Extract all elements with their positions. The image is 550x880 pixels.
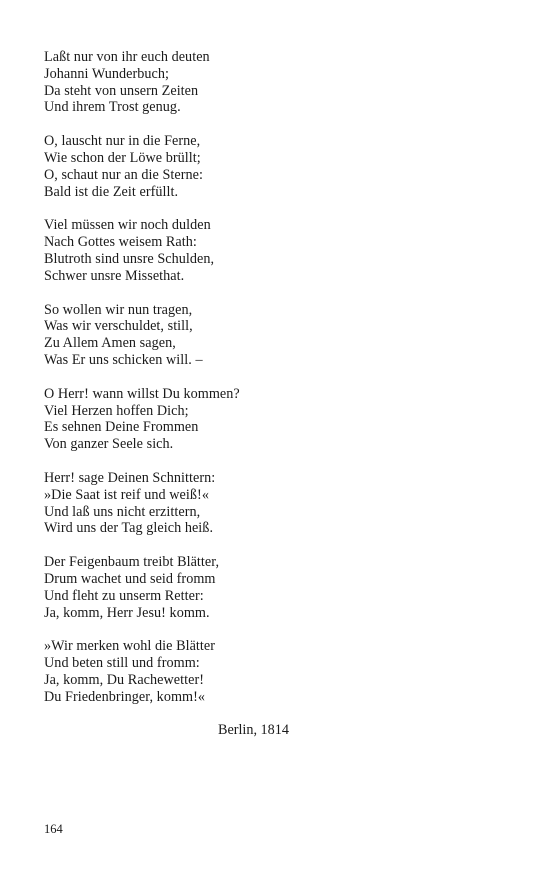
poem-line: Nach Gottes weisem Rath: [44,234,197,251]
poem-line: Blutroth sind unsre Schulden, [44,250,215,267]
poem-line: Wird uns der Tag gleich heiß. [44,520,214,537]
poem-line: Und ihrem Trost genug. [44,99,181,116]
poem-line: Und laß uns nicht erzittern, [44,503,201,520]
poem-line: Bald ist die Zeit erfüllt. [44,183,179,200]
poem-line: Schwer unsre Missethat. [44,267,185,284]
stanza-5 [44,386,504,453]
poem-line: Ja, komm, Du Rachewetter! [44,671,205,688]
stanza-8 [44,638,504,705]
poem-line: Was Er uns schicken will. – [44,351,203,368]
poem-line: Du Friedenbringer, komm!« [44,688,206,705]
poem-line: »Die Saat ist reif und weiß!« [44,486,209,503]
poem-line: Johanni Wunderbuch; [44,65,170,82]
stanza-1 [44,49,504,116]
stanza-7 [44,554,504,621]
poem-line: Viel Herzen hoffen Dich; [44,402,189,419]
stanza-4 [44,302,504,369]
poem-line: Laßt nur von ihr euch deuten [44,49,210,65]
stanza-3 [44,217,504,284]
poem-line: Zu Allem Amen sagen, [44,335,176,352]
poem-line: Der Feigenbaum treibt Blätter, [44,554,220,571]
poem-body [44,49,504,723]
poem-line: Und fleht zu unserm Retter: [44,587,204,604]
poem-line: Von ganzer Seele sich. [44,436,174,453]
poem-line: Es sehnen Deine Frommen [44,419,199,436]
poem-line: Was wir verschuldet, still, [44,318,193,335]
poem-line: Viel müssen wir noch dulden [44,217,211,234]
poem-line: Drum wachet und seid fromm [44,570,216,587]
poem-signature: Berlin, 1814 [218,722,289,738]
poem-line: Ja, komm, Herr Jesu! komm. [44,604,210,621]
poem-line: »Wir merken wohl die Blätter [44,638,216,655]
poem-line: O, lauscht nur in die Ferne, [44,133,201,150]
poem-line: Und beten still und fromm: [44,655,200,672]
poem-line: So wollen wir nun tragen, [44,301,193,318]
stanza-6 [44,470,504,537]
poem-line: Wie schon der Löwe brüllt; [44,149,201,166]
poem-line: Herr! sage Deinen Schnittern: [44,469,216,486]
poem-line: O, schaut nur an die Sterne: [44,166,203,183]
page-number: 164 [44,822,63,836]
stanza-2 [44,133,504,200]
poem-line: O Herr! wann willst Du kommen? [44,385,240,402]
poem-line: Da steht von unsern Zeiten [44,82,199,99]
